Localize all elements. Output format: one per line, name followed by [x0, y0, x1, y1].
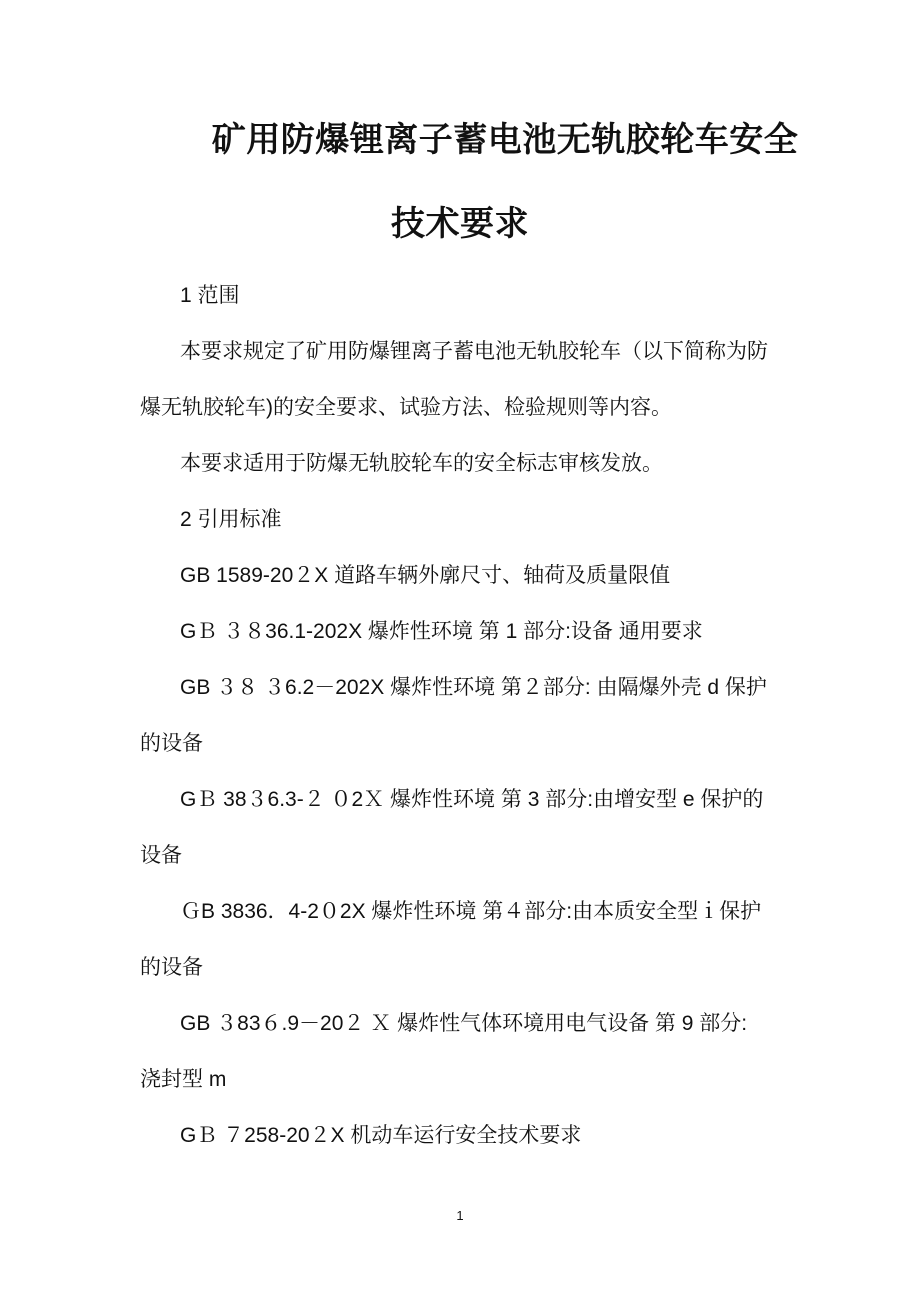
document-title-line-2: 技术要求	[391, 205, 529, 243]
section-heading-scope: 1 范围	[180, 284, 240, 307]
reference-line: GＢ 38３6.3-２ ０2Ｘ 爆炸性环境 第 3 部分:由增安型 e 保护的	[180, 788, 764, 811]
reference-line: 浇封型 m	[140, 1068, 227, 1091]
reference-line: GＢ ３８36.1-202X 爆炸性环境 第 1 部分:设备 通用要求	[180, 620, 703, 643]
reference-line: ＧB 3836．4-2０2X 爆炸性环境 第４部分:由本质安全型ｉ保护	[180, 900, 762, 923]
reference-line: 设备	[140, 844, 182, 867]
paragraph-line: 本要求适用于防爆无轨胶轮车的安全标志审核发放。	[180, 452, 663, 475]
page-number: 1	[456, 1208, 464, 1223]
paragraph-line: 爆无轨胶轮车)的安全要求、试验方法、检验规则等内容。	[140, 396, 672, 419]
paragraph-line: 本要求规定了矿用防爆锂离子蓄电池无轨胶轮车（以下简称为防	[180, 340, 768, 363]
document-title-line-1: 矿用防爆锂离子蓄电池无轨胶轮车安全	[211, 121, 799, 159]
reference-line: GＢ ７258-20２X 机动车运行安全技术要求	[180, 1124, 582, 1147]
reference-line: GB 1589-20２X 道路车辆外廓尺寸、轴荷及质量限值	[180, 564, 671, 587]
section-heading-references: 2 引用标准	[180, 508, 282, 531]
reference-line: 的设备	[140, 956, 203, 979]
reference-line: 的设备	[140, 732, 203, 755]
reference-line: GB ３83６.9－20２ Ｘ 爆炸性气体环境用电气设备 第 9 部分:	[180, 1012, 748, 1035]
reference-line: GB ３８ ３6.2－202X 爆炸性环境 第２部分: 由隔爆外壳 d 保护	[180, 676, 767, 699]
